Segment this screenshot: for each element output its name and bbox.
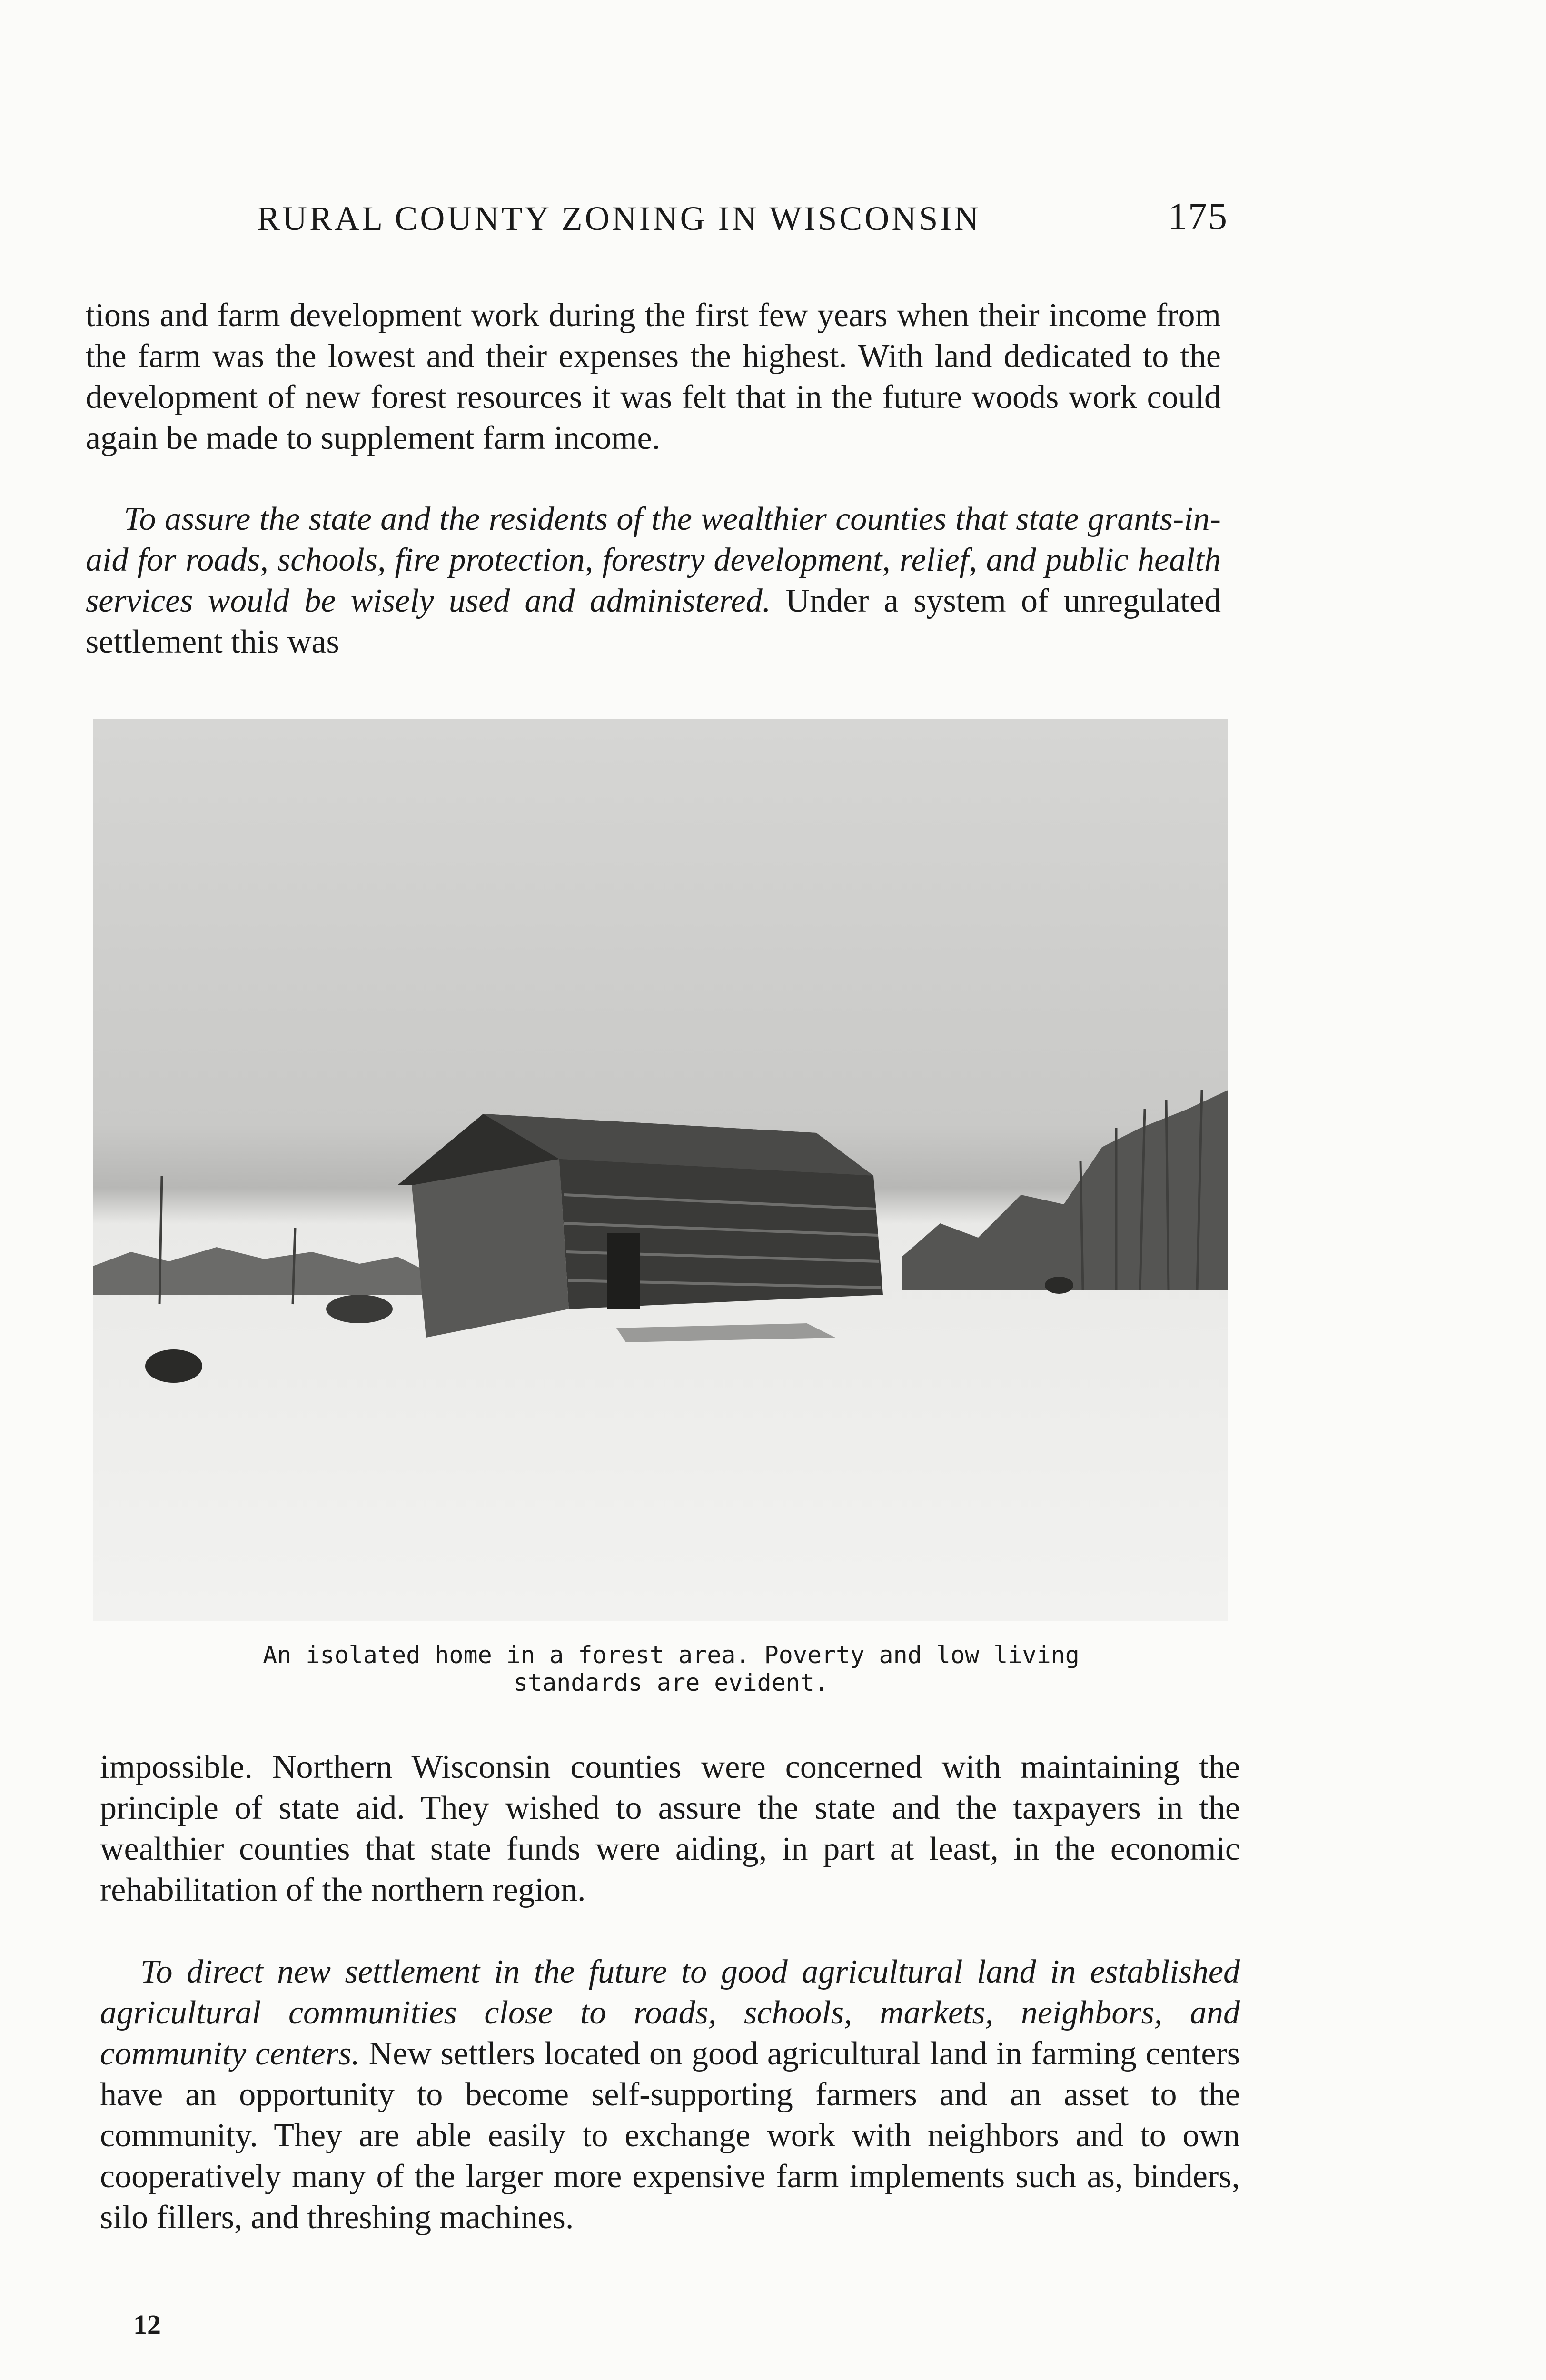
paragraph-1: tions and farm development work during the first few years when their income from the farm was the lowest and their expenses the highest. With land dedicated to the development of new forest resources it was felt that in the future woods work could again be made to supplement farm income. [86,297,1221,456]
paragraph-2-text: Under a system of unregulated settlement this was [86,583,1221,660]
paragraph-3: impossible. Northern Wisconsin counties were concerned with maintaining the principle of state aid. They wished to assure the state and the taxpayers in the wealthier counties that state funds were aiding, in part at least, in the economic rehabilitation of the northern region. [100,1749,1240,1908]
cabin-photograph [93,719,1228,1621]
paragraph-4 [100,1952,1240,2238]
paragraph-2-italic: To assure the state and the residents of the wealthier counties that state grants-in-aid for roads, schools, fire protection, forestry development, relief, and public health services would be wisely used and administered. [86,501,1221,619]
paragraph-2 [86,499,1221,663]
paragraph-4-italic: To direct new settlement in the future to good agricultural land in established agricultural communities close to roads, schools, markets, neighbors, and community centers. [100,1954,1240,2072]
paragraph-4-text: New settlers located on good agricultural land in farming centers have an opportunity to become self-supporting farmers and an asset to the community. They are able easily to exchange work with neighbors and to own cooperatively many of the larger more expensive farm implements such as, binders, silo fillers, and threshing machines. [100,2035,1240,2236]
figure-caption: An isolated home in a forest area. Poverty and low living standards are evident. [263,1641,1080,1696]
page-number: 175 [1168,196,1228,238]
running-title: RURAL COUNTY ZONING IN WISCONSIN [257,199,981,238]
signature-mark: 12 [133,2309,161,2340]
